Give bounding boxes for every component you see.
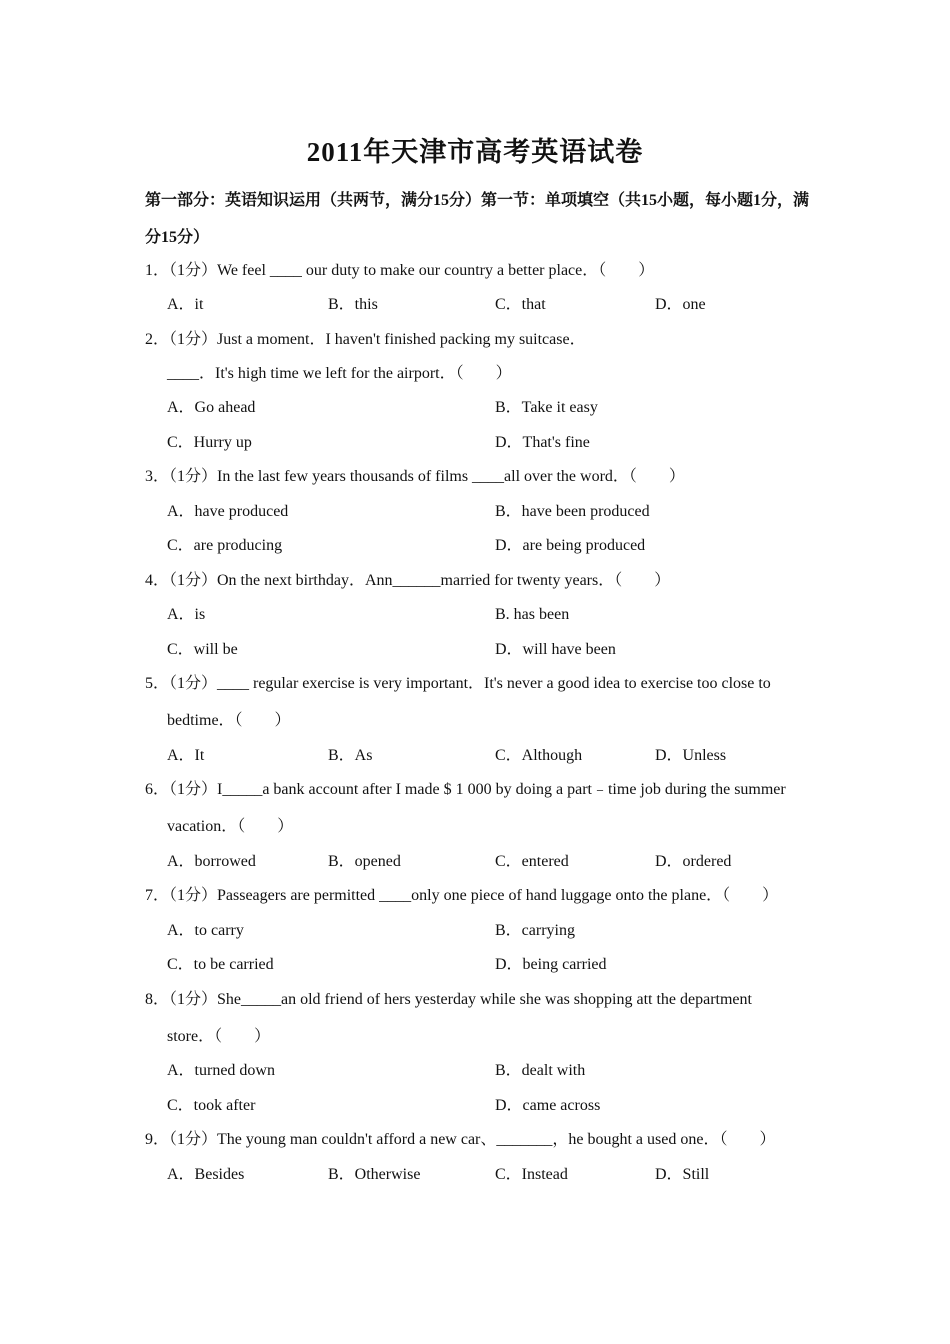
question-8-stem: 8．（1分）She_____an old friend of hers yesterday while she was shopping att the department — [145, 991, 752, 1008]
question-6-option-c: C．entered — [495, 853, 569, 870]
question-4-option-b: B. has been — [495, 606, 570, 623]
question-5-option-b: B．As — [328, 747, 373, 764]
question-9-option-c: C．Instead — [495, 1166, 568, 1183]
question-4-option-c: C．will be — [167, 641, 238, 658]
question-1-option-b: B．this — [328, 296, 378, 313]
question-8-stem-continued: store．（ ） — [167, 1028, 271, 1045]
question-3-option-a: A．have produced — [167, 503, 289, 520]
section-heading: 第一部分：英语知识运用（共两节，满分15分）第一节：单项填空（共15小题，每小题1分，满分15分） — [145, 192, 810, 246]
question-5-option-a: A．It — [167, 747, 205, 764]
question-3-option-c: C．are producing — [167, 537, 283, 554]
question-2-option-d: D．That's fine — [495, 434, 590, 451]
page-title: 2011年天津市高考英语试卷 — [306, 137, 644, 167]
question-6-option-a: A．borrowed — [167, 853, 256, 870]
question-3-stem: 3．（1分）In the last few years thousands of films ____all over the word．（ ） — [145, 468, 685, 485]
question-6-stem-continued: vacation．（ ） — [167, 818, 294, 835]
question-9-option-b: B．Otherwise — [328, 1166, 421, 1183]
question-6-option-b: B．opened — [328, 853, 401, 870]
question-1-option-d: D．one — [655, 296, 706, 313]
question-5-option-d: D．Unless — [655, 747, 727, 764]
question-2-stem-continued: ____．It's high time we left for the airport．（ ） — [167, 365, 512, 382]
question-4-option-a: A．is — [167, 606, 206, 623]
question-3-option-b: B．have been produced — [495, 503, 650, 520]
question-8-option-a: A．turned down — [167, 1062, 275, 1079]
question-6-option-d: D．ordered — [655, 853, 732, 870]
question-7-option-a: A．to carry — [167, 922, 244, 939]
question-1-stem: 1．（1分）We feel ____ our duty to make our country a better place．（ ） — [145, 262, 655, 279]
question-7-stem: 7．（1分）Passeagers are permitted ____only one piece of hand luggage onto the plane．（ ） — [145, 887, 779, 904]
question-9-stem: 9．（1分）The young man couldn't afford a new car、_______，he bought a used one．（ ） — [145, 1131, 776, 1148]
question-1-option-c: C．that — [495, 296, 546, 313]
question-8-option-b: B．dealt with — [495, 1062, 586, 1079]
question-8-option-c: C．took after — [167, 1097, 256, 1114]
question-7-option-c: C．to be carried — [167, 956, 274, 973]
question-4-stem: 4．（1分）On the next birthday．Ann______married for twenty years．（ ） — [145, 572, 671, 589]
question-9-option-d: D．Still — [655, 1166, 710, 1183]
question-5-stem-continued: bedtime．（ ） — [167, 712, 291, 729]
question-1-option-a: A．it — [167, 296, 204, 313]
question-5-stem: 5．（1分）____ regular exercise is very important．It's never a good idea to exercise too close to — [145, 675, 771, 692]
question-2-stem: 2．（1分）Just a moment．I haven't finished packing my suitcase． — [145, 331, 586, 348]
question-4-option-d: D．will have been — [495, 641, 616, 658]
question-7-option-b: B．carrying — [495, 922, 575, 939]
question-2-option-a: A．Go ahead — [167, 399, 256, 416]
question-3-option-d: D．are being produced — [495, 537, 646, 554]
question-9-option-a: A．Besides — [167, 1166, 245, 1183]
question-2-option-b: B．Take it easy — [495, 399, 598, 416]
question-7-option-d: D．being carried — [495, 956, 607, 973]
question-2-option-c: C．Hurry up — [167, 434, 252, 451]
question-8-option-d: D．came across — [495, 1097, 601, 1114]
question-5-option-c: C．Although — [495, 747, 583, 764]
question-6-stem: 6．（1分）I_____a bank account after I made $ 1 000 by doing a part﹣time job during the summer — [145, 781, 786, 798]
